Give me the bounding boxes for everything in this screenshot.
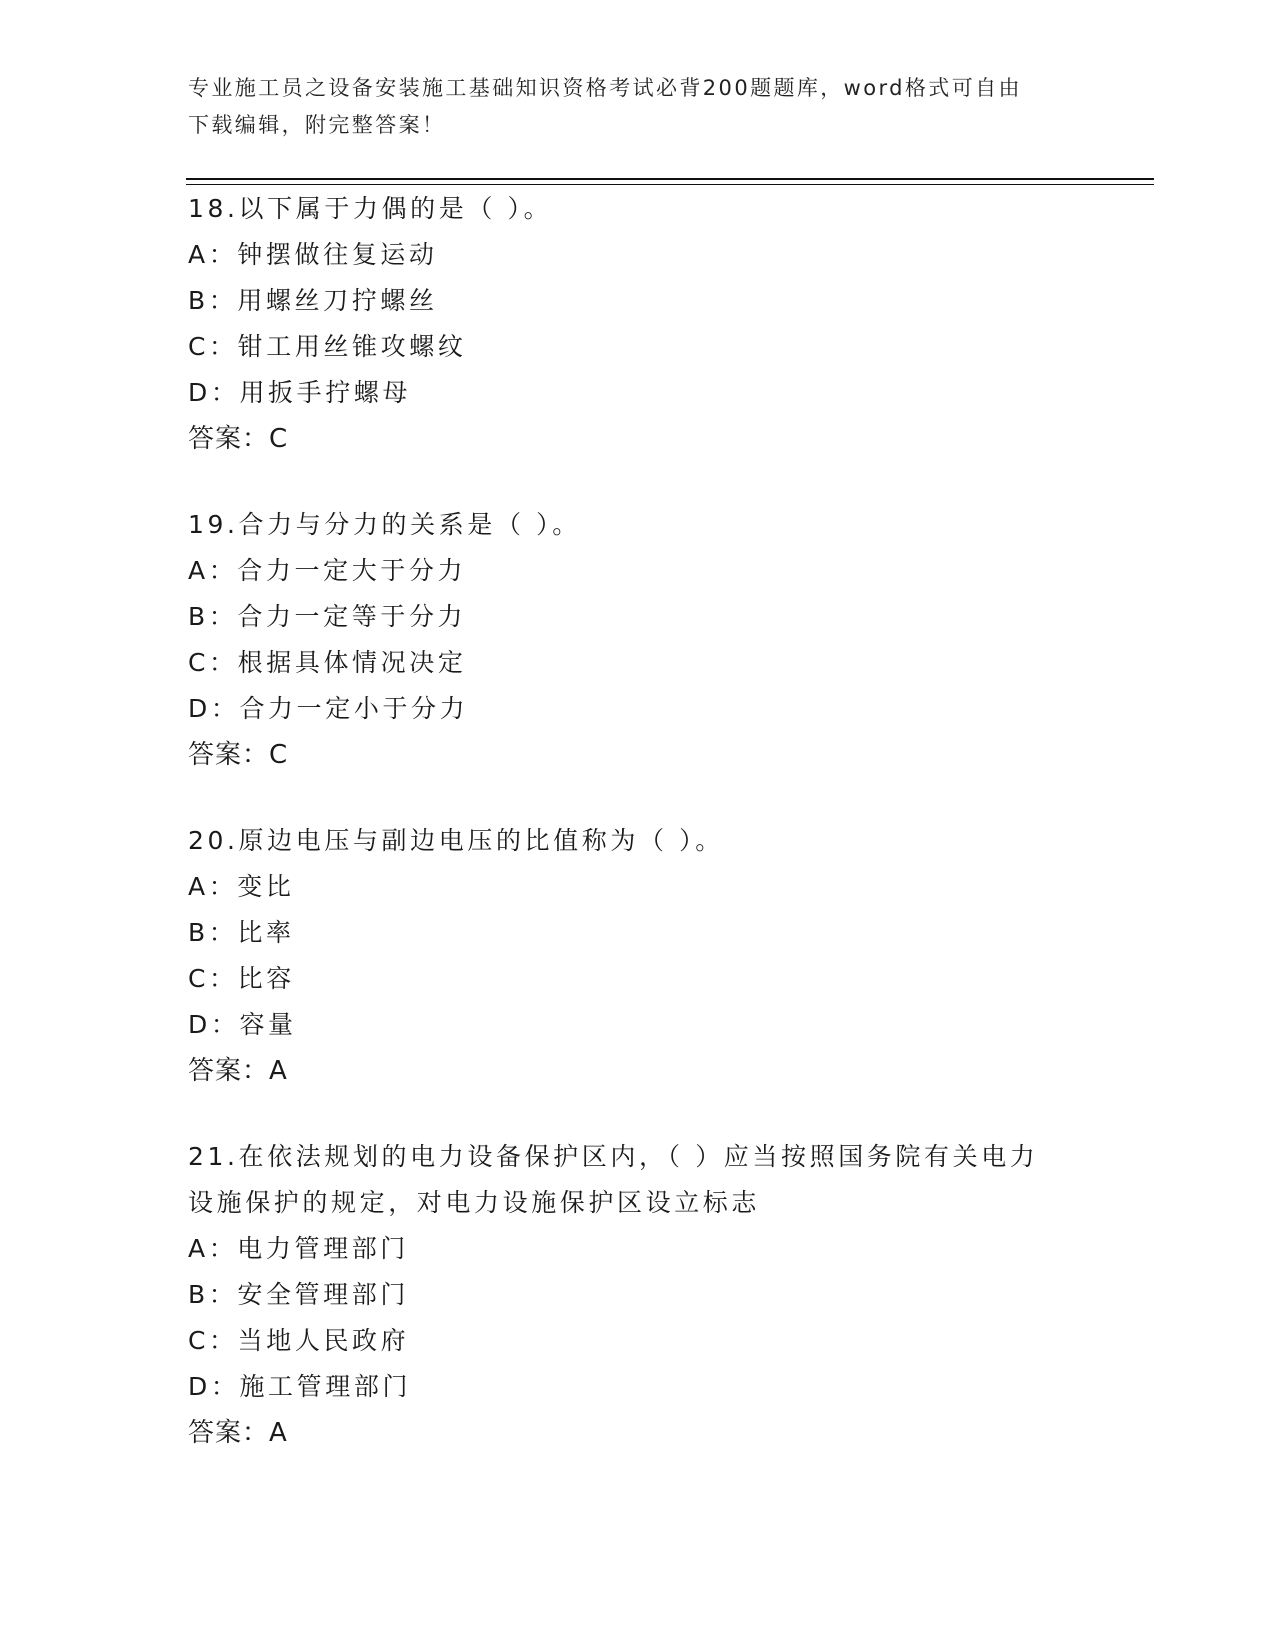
header-divider-thin <box>186 184 1154 185</box>
question-20 <box>188 818 1088 1094</box>
option-d: D：用扳手拧螺母 <box>188 378 412 407</box>
answer: 答案：C <box>188 424 289 454</box>
option-a: A：合力一定大于分力 <box>188 556 467 585</box>
question-19 <box>188 502 1088 778</box>
question-stem-continued: 设施保护的规定，对电力设施保护区设立标志 <box>188 1188 761 1217</box>
option-b: B：用螺丝刀拧螺丝 <box>188 286 438 315</box>
option-b: B：安全管理部门 <box>188 1280 409 1309</box>
answer: 答案：A <box>188 1418 288 1448</box>
header-line: 专业施工员之设备安装施工基础知识资格考试必背200题题库，word格式可自由 <box>188 76 1022 100</box>
option-d: D：施工管理部门 <box>188 1372 412 1401</box>
option-c: C：当地人民政府 <box>188 1326 410 1355</box>
option-b: B：比率 <box>188 918 295 947</box>
answer: 答案：A <box>188 1056 288 1086</box>
option-c: C：比容 <box>188 964 295 993</box>
question-stem: 19.合力与分力的关系是（ ）。 <box>188 510 581 539</box>
question-stem: 20.原边电压与副边电压的比值称为（ ）。 <box>188 826 724 855</box>
question-18 <box>188 186 1088 462</box>
question-stem: 18.以下属于力偶的是（ ）。 <box>188 194 553 223</box>
option-a: A：钟摆做往复运动 <box>188 240 438 269</box>
answer: 答案：C <box>188 740 289 770</box>
option-b: B：合力一定等于分力 <box>188 602 467 631</box>
document-header <box>188 70 1088 144</box>
option-d: D：容量 <box>188 1010 297 1039</box>
header-divider <box>186 178 1154 180</box>
question-21 <box>188 1134 1088 1456</box>
option-d: D：合力一定小于分力 <box>188 694 469 723</box>
option-c: C：钳工用丝锥攻螺纹 <box>188 332 467 361</box>
option-a: A：变比 <box>188 872 295 901</box>
option-c: C：根据具体情况决定 <box>188 648 467 677</box>
option-a: A：电力管理部门 <box>188 1234 409 1263</box>
question-stem: 21.在依法规划的电力设备保护区内，（ ）应当按照国务院有关电力 <box>188 1142 1039 1171</box>
header-line: 下载编辑，附完整答案！ <box>188 113 446 137</box>
